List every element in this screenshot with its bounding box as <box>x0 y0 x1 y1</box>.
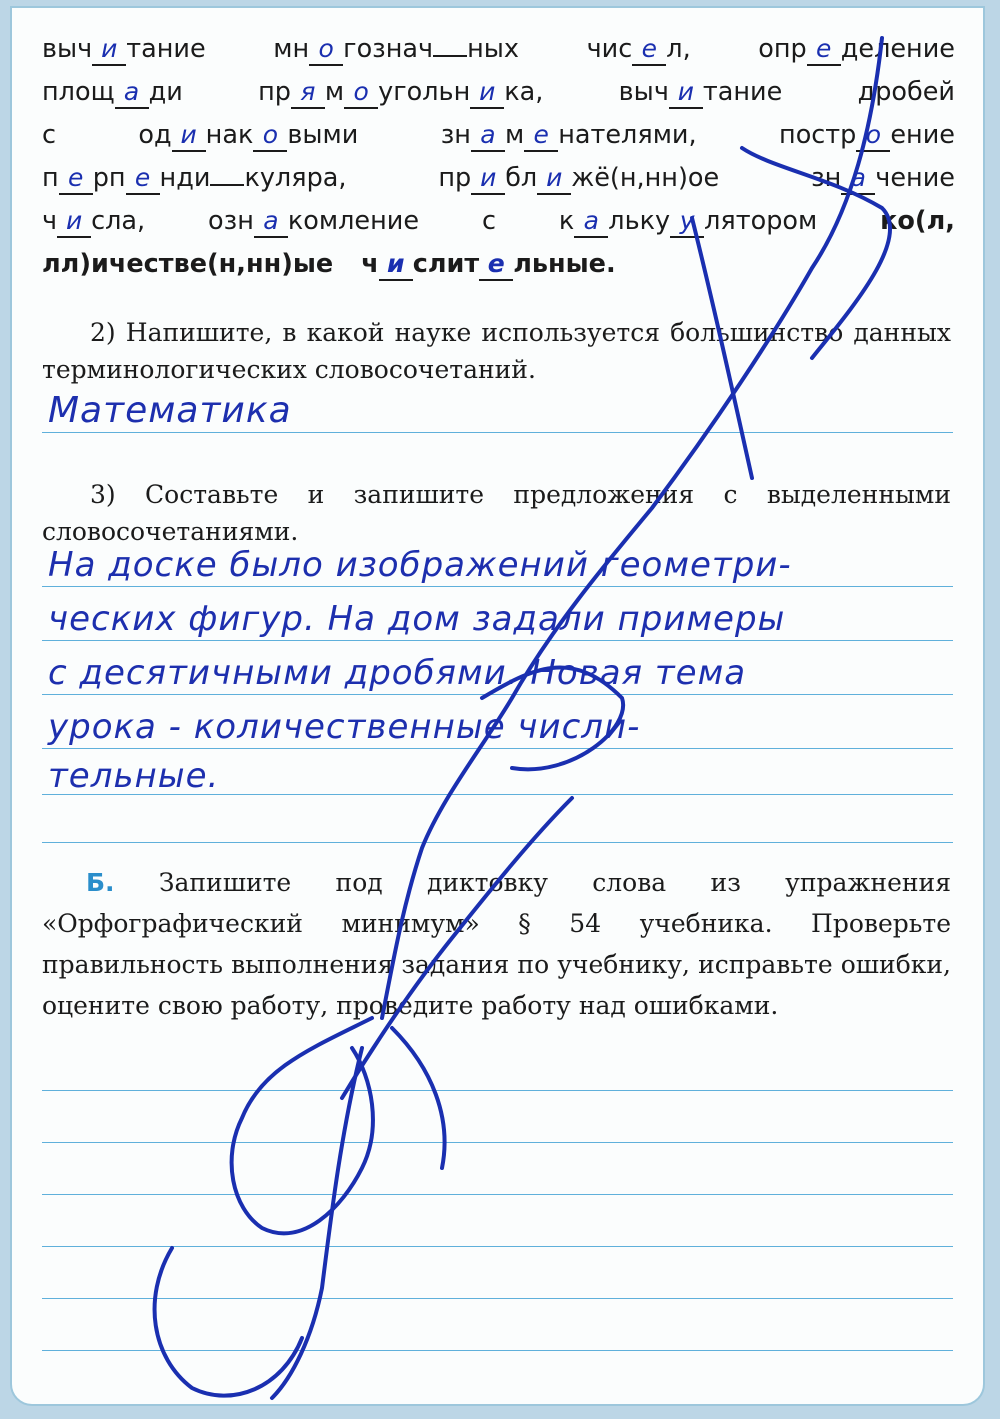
word-part: деление <box>840 34 955 64</box>
filled-letter: у <box>679 206 695 235</box>
filled-letter: а <box>850 163 866 192</box>
pen-scribble <box>12 8 985 1406</box>
word-part: чение <box>875 163 955 193</box>
task-3-answer-line-5: тельные. <box>48 756 220 796</box>
word-part: опр <box>758 34 807 64</box>
word-part: лятором <box>704 206 818 236</box>
filled-letter: и <box>479 77 496 106</box>
filled-letter: и <box>65 206 83 235</box>
word-part: од <box>138 120 172 150</box>
word-part: озн <box>208 206 254 236</box>
word-part: площ <box>42 77 115 107</box>
filled-letter: а <box>480 120 496 149</box>
filled-letter: и <box>480 163 497 192</box>
task-3-answer-line-1: На доске было изображений геометри- <box>48 545 792 585</box>
bold-term-numerals: ч и слит е льные. <box>361 249 616 279</box>
task-2-answer: Математика <box>48 390 292 431</box>
word-part: с <box>481 206 496 236</box>
filled-letter: а <box>583 206 599 235</box>
word-part: мн <box>273 34 310 64</box>
word-part: ка, <box>504 77 544 107</box>
word-part: бл <box>505 163 538 193</box>
word-part: чис <box>586 34 633 64</box>
word-part: тание <box>126 34 206 64</box>
task-3-answer-line-2: ческих фигур. На дом задали примеры <box>48 599 786 639</box>
word-part: рп <box>92 163 126 193</box>
word-part: ных <box>467 34 520 64</box>
filled-letter: а <box>263 206 279 235</box>
word-part: нак <box>205 120 254 150</box>
filled-letter: о <box>262 120 278 149</box>
workbook-page <box>10 6 985 1406</box>
word-part: тание <box>702 77 783 107</box>
word-part: зн <box>440 120 471 150</box>
word-part: с <box>42 120 57 150</box>
word-part: ч <box>42 206 58 236</box>
filled-letter: е <box>67 163 84 192</box>
word-part: нди <box>159 163 211 193</box>
word-part: л, <box>666 34 691 64</box>
word-part: п <box>42 163 59 193</box>
word-part: м <box>504 120 525 150</box>
word-part: жё(н,нн)ое <box>571 163 720 193</box>
word-part: куляра, <box>244 163 347 193</box>
filled-letter: е <box>134 163 151 192</box>
word-part: выч <box>618 77 669 107</box>
bold-term-quantity: лл)ичестве(н,нн)ые <box>42 249 334 279</box>
task-3-answer-line-3: с десятичными дробями. Новая тема <box>48 653 747 693</box>
filled-letter: и <box>546 163 563 192</box>
word-part: комление <box>287 206 420 236</box>
filled-letter: о <box>865 120 881 149</box>
word-part: зн <box>811 163 842 193</box>
filled-letter: и <box>180 120 197 149</box>
word-part: м <box>324 77 345 107</box>
filled-letter: и <box>677 77 695 106</box>
word-part: ение <box>890 120 955 150</box>
word-part: к <box>558 206 575 236</box>
filled-letter: а <box>123 77 140 106</box>
word-part: нателями, <box>558 120 697 150</box>
word-part: постр <box>779 120 857 150</box>
task-3-question: 3) Составьте и запишите предложения с выделенными словосочетаниями. <box>42 480 951 546</box>
word-part: выч <box>42 34 93 64</box>
filled-letter: е <box>641 34 657 63</box>
word-part: дробей <box>857 77 955 107</box>
word-part: гознач <box>343 34 434 64</box>
task-b-label: Б. <box>86 868 115 897</box>
task-2-question: 2) Напишите, в какой науке используется большинство данных терминологических словосочетаний. <box>42 318 951 384</box>
task-3-answer-line-4: урока - количественные числи- <box>48 707 641 747</box>
word-part: пр <box>258 77 291 107</box>
word-part: угольн <box>378 77 471 107</box>
filled-letter: о <box>353 77 369 106</box>
filled-letter: и <box>101 34 118 63</box>
word-part: ко(л, <box>880 206 955 236</box>
word-part: сла, <box>91 206 146 236</box>
word-part: льку <box>608 206 671 236</box>
filled-letter: о <box>318 34 334 63</box>
word-part: пр <box>438 163 472 193</box>
task-b-instructions: Б. Запишите под диктовку слова из упражнения «Орфографический минимум» § 54 учебника. Проверьте правильность выполнения задания по учебнику, исправьте ошибки, оцените свою работу, проведите работу над ошибками. <box>42 868 951 1020</box>
filled-letter: е <box>533 120 549 149</box>
filled-letter: е <box>816 34 832 63</box>
word-part: ди <box>148 77 183 107</box>
filled-letter: я <box>300 77 316 106</box>
word-part: выми <box>287 120 359 150</box>
